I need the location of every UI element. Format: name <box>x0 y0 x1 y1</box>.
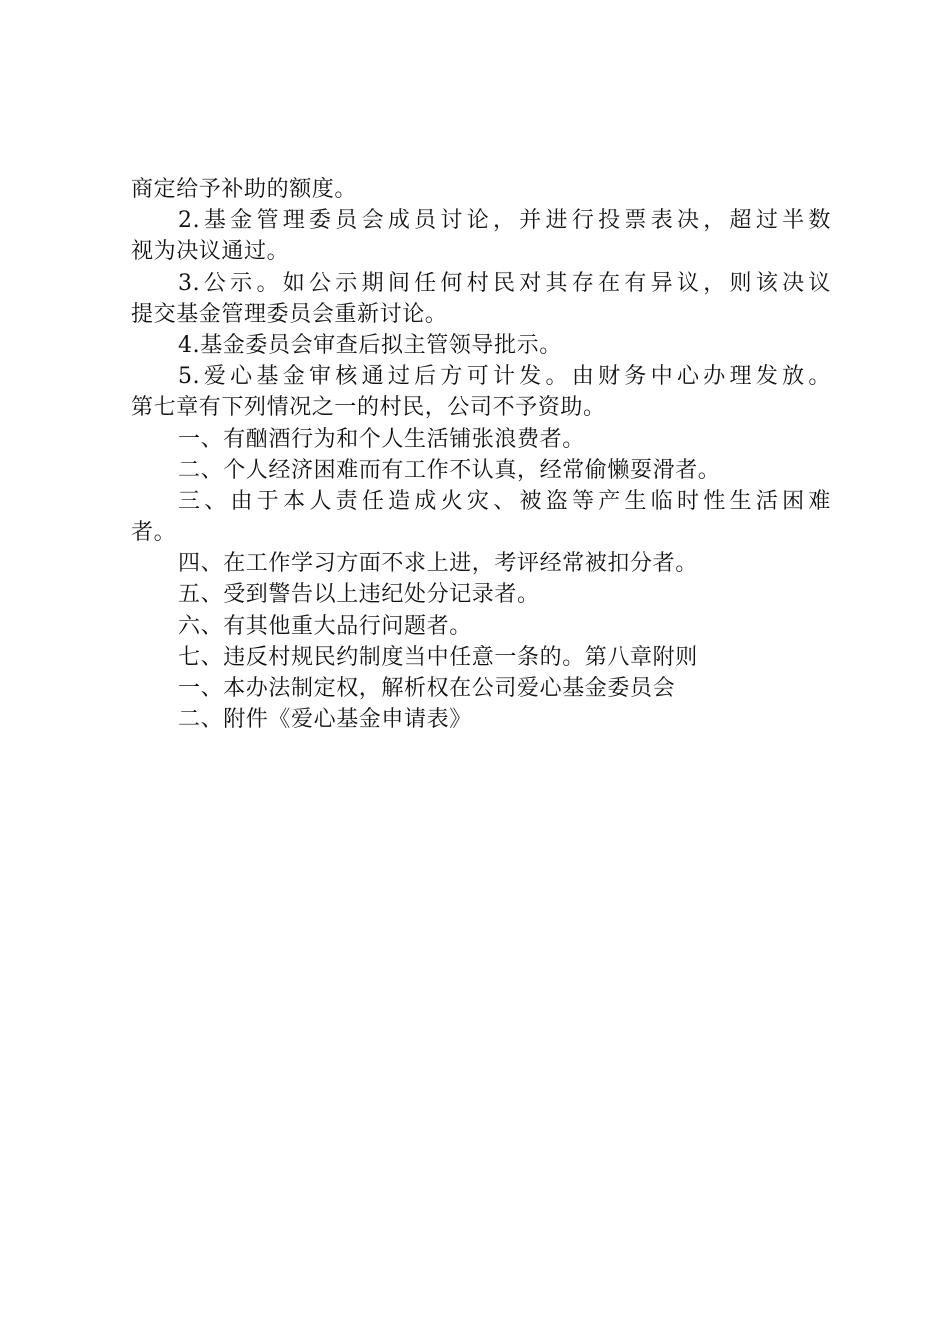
text-line-6: 4.基金委员会审查后拟主管领导批示。 <box>178 332 562 358</box>
document-body <box>131 174 831 735</box>
text-line-17: 一、本办法制定权，解析权在公司爱心基金委员会 <box>178 676 676 701</box>
text-line-12: 者。 <box>131 520 177 546</box>
text-line-7: 5.爱心基金审核通过后方可计发。由财务中心办理发放。 <box>178 364 831 390</box>
text-line-18: 二、附件《爱心基金申请表》 <box>178 707 472 733</box>
text-line-16: 七、违反村规民约制度当中任意一条的。第八章附则 <box>178 644 698 670</box>
text-line-2: 2.基金管理委员会成员讨论，并进行投票表决，超过半数 <box>178 208 831 234</box>
text-line-10: 二、个人经济困难而有工作不认真，经常偷懒耍滑者。 <box>178 457 721 483</box>
text-line-5: 提交基金管理委员会重新讨论。 <box>131 301 448 327</box>
text-line-15: 六、有其他重大品行问题者。 <box>178 613 472 639</box>
text-line-3: 视为决议通过。 <box>131 239 290 265</box>
text-line-14: 五、受到警告以上违纪处分记录者。 <box>178 582 540 608</box>
text-line-4: 3.公示。如公示期间任何村民对其存在有异议，则该决议 <box>178 270 831 296</box>
chapter-seven-heading: 第七章有下列情况之一的村民，公司不予资助。 <box>131 395 606 421</box>
text-line-1: 商定给予补助的额度。 <box>131 177 358 202</box>
text-line-11: 三、由于本人责任造成火灾、被盗等产生临时性生活困难 <box>178 488 831 514</box>
text-line-9: 一、有酗酒行为和个人生活铺张浪费者。 <box>178 426 585 452</box>
text-line-13: 四、在工作学习方面不求上进，考评经常被扣分者。 <box>178 551 698 577</box>
